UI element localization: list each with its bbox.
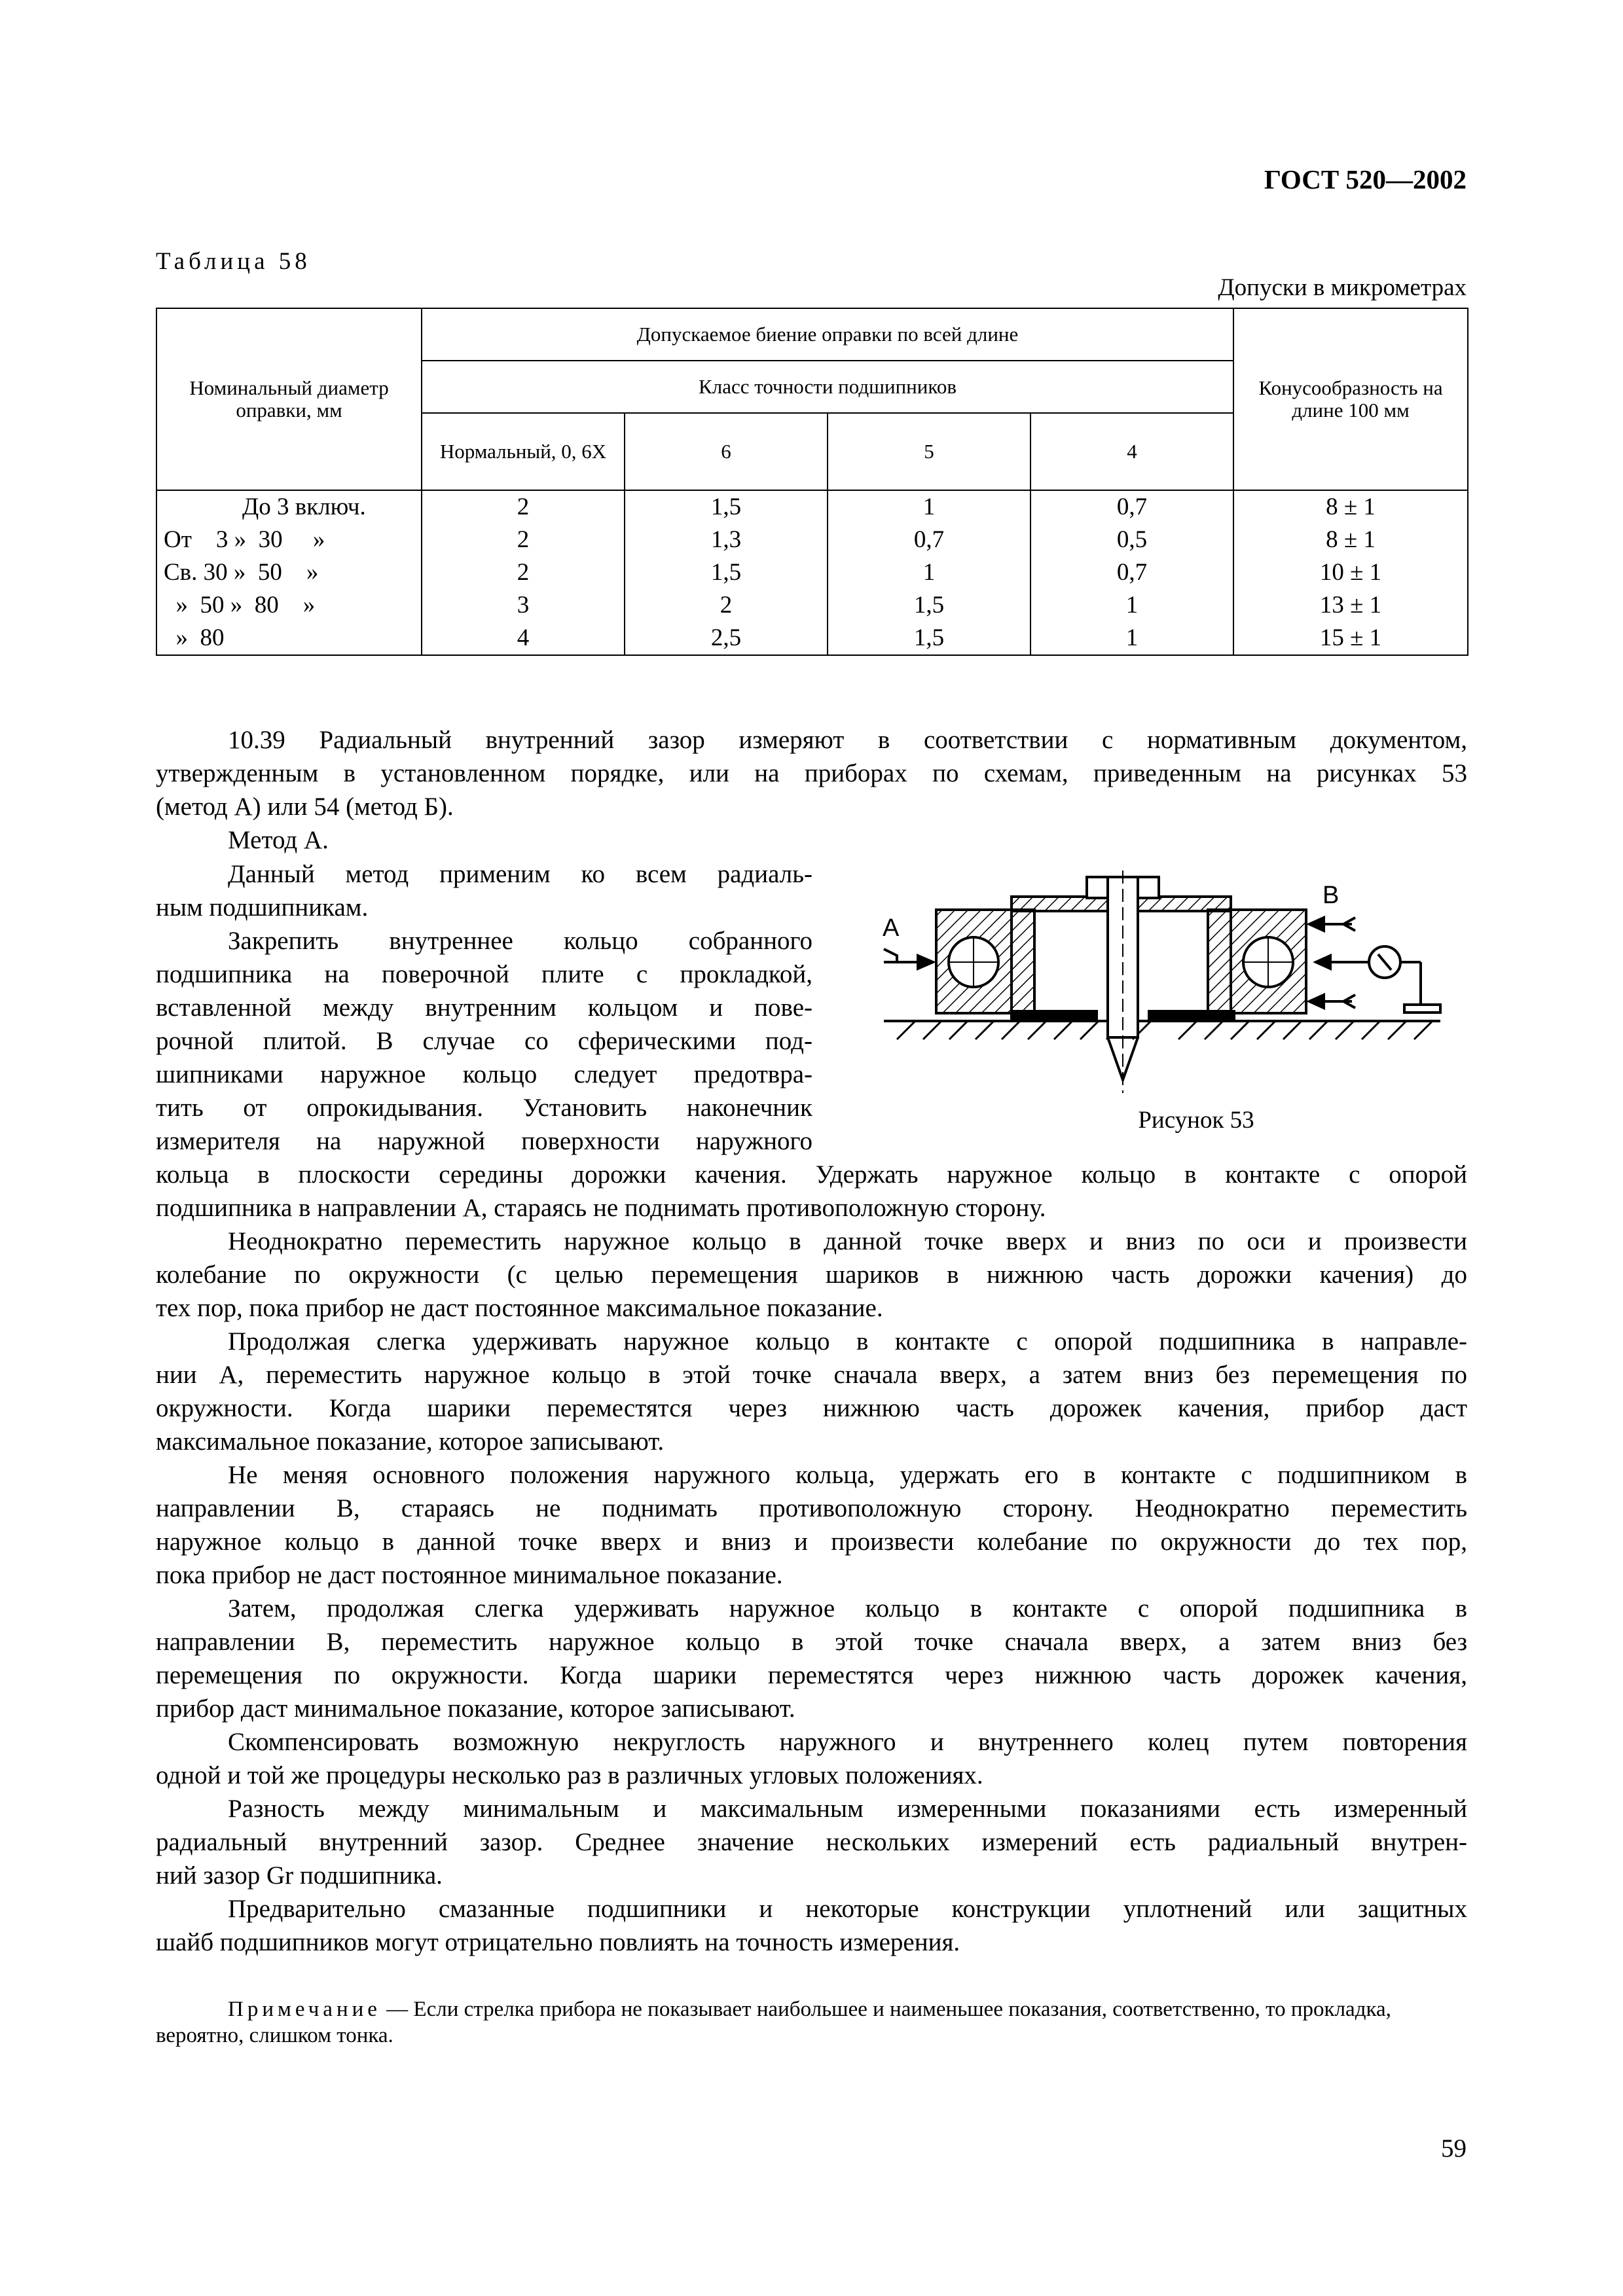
text-line: ний зазор Gr подшипника. [156,1861,443,1890]
document-code: ГОСТ 520—2002 [1264,164,1467,194]
text-line: утвержденным в установленном порядке, или на приборах по схемам, приведенным на рисунках 53 [156,759,1467,787]
text-line: Данный метод применим ко всем радиаль- [228,860,812,888]
cell-diameter: До 3 включ. [156,490,422,524]
cell-value: 3 [422,589,625,622]
table-row [156,622,1468,655]
cell-value: 0,5 [1030,524,1233,556]
table-row [156,589,1468,622]
cell-value: 1,3 [625,524,828,556]
text-line: ным подшипникам. [156,893,369,922]
text-line: одной и той же процедуры несколько раз в различных угловых положениях. [156,1761,983,1789]
cell-diameter: Св. 30 » 50 » [156,556,422,589]
cell-value: 1,5 [625,490,828,524]
cell-value: 13 ± 1 [1233,589,1468,622]
text-line: радиальный внутренний зазор. Среднее значение нескольких измерений есть радиальный внутрен- [156,1828,1467,1856]
table-row [156,556,1468,589]
paragraph-repeat-move [156,1225,1467,1325]
paragraph-method-scope [156,857,812,924]
cell-value: 4 [422,622,625,655]
header-class-6: 6 [625,413,828,490]
table-row [156,524,1468,556]
table-row [156,490,1468,524]
text-line: направлении В, переместить наружное кольцо в этой точке сначала вверх, а затем вниз без [156,1628,1467,1656]
header-class-5: 5 [828,413,1030,490]
text-line: прибор даст минимальное показание, которое записывают. [156,1695,795,1723]
paragraph-compensate [156,1725,1467,1792]
cell-value: 1 [1030,622,1233,655]
cell-value: 0,7 [828,524,1030,556]
text-line: измерителя на наружной поверхности наружного [156,1127,812,1155]
text-line: Разность между минимальным и максимальным измеренными показаниями есть измеренный [228,1795,1467,1823]
cell-value: 1,5 [625,556,828,589]
paragraph-direction-b [156,1458,1467,1592]
note-text: — Если стрелка прибора не показывает наибольшее и наименьшее показания, соответственно, то прокладка, вероятно, слишком тонка. [156,1998,1391,2047]
header-accuracy-class: Класс точности подшипников [422,361,1233,413]
table-caption: Таблица 58 [156,248,311,275]
cell-value: 1,5 [828,589,1030,622]
cell-diameter: » 80 [156,622,422,655]
cell-value: 1,5 [828,622,1030,655]
label-a: A [883,914,900,942]
paragraph-10-39 [156,723,1467,857]
text-line: Продолжая слегка удерживать наружное кольцо в контакте с опорой подшипника в направле- [228,1327,1467,1355]
cell-value: 8 ± 1 [1233,490,1468,524]
text-line: перемещения по окружности. Когда шарики переместятся через нижнюю часть дорожек качения, [156,1661,1467,1689]
paragraph-max-reading [156,1325,1467,1458]
text-line: направлении В, стараясь не поднимать противоположную сторону. Неоднократно переместить [156,1494,1467,1522]
text-line: пока прибор не даст постоянное минимальное показание. [156,1561,783,1589]
cell-value: 1 [828,490,1030,524]
text-line: максимальное показание, которое записывают. [156,1427,665,1456]
cell-value: 8 ± 1 [1233,524,1468,556]
cell-value: 10 ± 1 [1233,556,1468,589]
method-heading: Метод А. [228,826,329,854]
cell-value: 0,7 [1030,556,1233,589]
paragraph-fix-ring [156,924,812,1158]
header-class-4: 4 [1030,413,1233,490]
text-line: 10.39 Радиальный внутренний зазор измеряют в соответствии с нормативным документом, [228,726,1467,754]
text-line: нии А, переместить наружное кольцо в этой точке сначала вверх, а затем вниз без перемещения по [156,1361,1467,1389]
note [156,1996,1467,2049]
text-line: тех пор, пока прибор не даст постоянное максимальное показание. [156,1294,883,1322]
paragraph-min-reading [156,1592,1467,1725]
text-line: Закрепить внутреннее кольцо собранного [228,927,812,955]
text-line: (метод А) или 54 (метод Б). [156,793,454,821]
text-line: подшипника в направлении А, стараясь не поднимать противоположную сторону. [156,1194,1046,1222]
paragraph-difference [156,1792,1467,1892]
cell-value: 1 [1030,589,1233,622]
text-line: подшипника на поверочной плите с прокладкой, [156,960,812,988]
header-taper: Конусообразность на длине 100 мм [1233,308,1468,490]
paragraph-fix-ring-cont [156,1158,1467,1225]
cell-value: 1 [828,556,1030,589]
text-line: шипниками наружное кольцо следует предотвра- [156,1060,812,1088]
cell-value: 2 [422,524,625,556]
cell-value: 15 ± 1 [1233,622,1468,655]
text-line: тить от опрокидывания. Установить наконечник [156,1094,812,1122]
text-line: Скомпенсировать возможную некруглость наружного и внутреннего колец путем повторения [228,1728,1467,1756]
cell-value: 2 [422,556,625,589]
text-line: Неоднократно переместить наружное кольцо в данной точке вверх и вниз по оси и произвести [228,1227,1467,1255]
tolerance-table [156,308,1468,656]
text-line: окружности. Когда шарики переместятся через нижнюю часть дорожек качения, прибор даст [156,1394,1467,1422]
table-units: Допуски в микрометрах [1218,274,1467,301]
header-runout: Допускаемое биение оправки по всей длине [422,308,1233,361]
text-line: вставленной между внутренним кольцом и пове- [156,994,812,1022]
text-line: колебание по окружности (с целью перемещения шариков в нижнюю часть дорожки качения) до [156,1261,1467,1289]
cell-value: 2 [422,490,625,524]
cell-value: 2,5 [625,622,828,655]
page-number: 59 [1441,2134,1467,2162]
header-class-normal: Нормальный, 0, 6X [422,413,625,490]
text-line: шайб подшипников могут отрицательно повлиять на точность измерения. [156,1928,960,1956]
cell-value: 0,7 [1030,490,1233,524]
figure-53-bearing-diagram [871,864,1460,1100]
header-diameter: Номинальный диаметр оправки, мм [156,308,422,490]
text-line: кольца в плоскости середины дорожки качения. Удержать наружное кольцо в контакте с опорой [156,1160,1467,1189]
cell-diameter: От 3 » 30 » [156,524,422,556]
cell-value: 2 [625,589,828,622]
paragraph-lubricated [156,1892,1467,1959]
text-line: Не меняя основного положения наружного кольца, удержать его в контакте с подшипником в [228,1461,1467,1489]
label-b: B [1322,882,1340,909]
cell-diameter: » 50 » 80 » [156,589,422,622]
text-line: Затем, продолжая слегка удерживать наружное кольцо в контакте с опорой подшипника в [228,1594,1467,1623]
text-line: рочной плитой. В случае со сферическими под- [156,1027,812,1055]
figure-caption: Рисунок 53 [1138,1107,1254,1134]
text-line: наружное кольцо в данной точке вверх и вниз и произвести колебание по окружности до тех пор, [156,1528,1467,1556]
text-line: Предварительно смазанные подшипники и некоторые конструкции уплотнений или защитных [228,1895,1467,1923]
note-label: Примечание [228,1998,381,2021]
